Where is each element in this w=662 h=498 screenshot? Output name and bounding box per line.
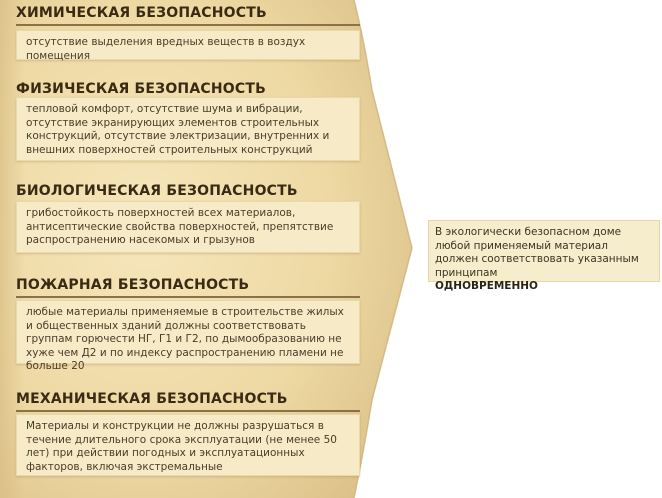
section-fire-safety — [0, 274, 362, 370]
section-title: БИОЛОГИЧЕСКАЯ БЕЗОПАСНОСТЬ — [16, 180, 360, 204]
section-description: отсутствие выделения вредных веществ в воздух помещения — [16, 30, 360, 60]
section-biological-safety — [0, 180, 362, 260]
section-description: любые материалы применяемые в строительстве жилых и общественных зданий должны соответствовать группам горючести НГ, Г1 и Г2, по дымообразованию не хуже чем Д2 и по индексу распространению пламени не больше 20 — [16, 300, 360, 364]
section-description: тепловой комфорт, отсутствие шума и вибрации, отсутствие экранирующих элементов строительных конструкций, отсутствие электризации, внутренних и внешних поверхностей строительных конструкций — [16, 97, 360, 161]
conclusion-box — [428, 220, 660, 292]
section-title: ХИМИЧЕСКАЯ БЕЗОПАСНОСТЬ — [16, 2, 360, 26]
section-description: грибостойкость поверхностей всех материалов, антисептические свойства поверхностей, препятствие распространению насекомых и грызунов — [16, 201, 360, 253]
conclusion-emphasis: ОДНОВРЕМЕННО — [435, 280, 538, 292]
section-title: ФИЗИЧЕСКАЯ БЕЗОПАСНОСТЬ — [16, 78, 360, 102]
section-title: МЕХАНИЧЕСКАЯ БЕЗОПАСНОСТЬ — [16, 388, 360, 412]
section-chemical-safety — [0, 2, 362, 64]
section-mechanical-safety — [0, 388, 362, 488]
conclusion-text: В экологически безопасном доме любой применяемый материал должен соответствовать указанным принципам — [435, 226, 639, 279]
section-title: ПОЖАРНАЯ БЕЗОПАСНОСТЬ — [16, 274, 360, 298]
section-physical-safety — [0, 78, 362, 170]
section-description: Материалы и конструкции не должны разрушаться в течение длительного срока эксплуатации (не менее 50 лет) при действии погодных и эксплуатационных факторов, включая экстремальные — [16, 414, 360, 476]
